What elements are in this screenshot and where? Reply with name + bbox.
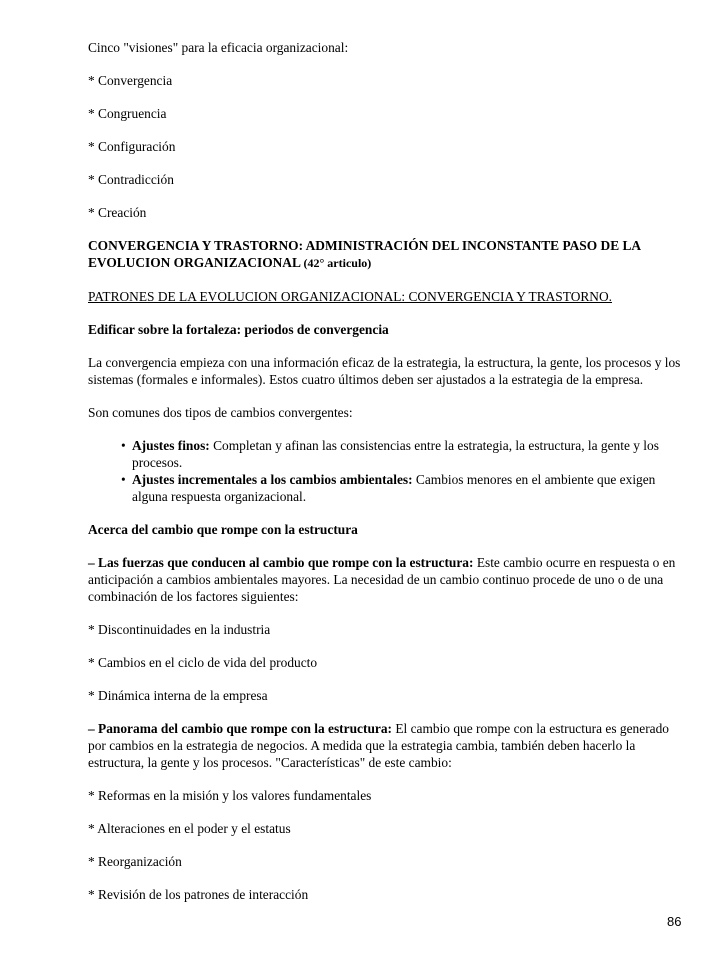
bullet-icon: • <box>121 472 126 487</box>
page-content <box>88 39 688 903</box>
vision-item: * Contradicción <box>88 172 174 187</box>
forces-paragraph <box>88 554 688 605</box>
forces-text: Este cambio ocurre en respuesta o en anticipación a cambios ambientales mayores. La necesidad de un cambio continuo procede de uno o de una combinación de los factores siguientes: <box>88 555 676 604</box>
vision-item: * Configuración <box>88 139 176 154</box>
section-title: Acerca del cambio que rompe con la estructura <box>88 522 358 537</box>
bullet-icon: • <box>121 438 126 453</box>
main-heading <box>88 237 688 272</box>
intro-text: Cinco "visiones" para la eficacia organizacional: <box>88 40 349 55</box>
list-item <box>121 437 688 471</box>
vision-item: * Congruencia <box>88 106 167 121</box>
main-heading-note: (42° articulo) <box>303 256 372 270</box>
types-intro: Son comunes dos tipos de cambios convergentes: <box>88 405 353 420</box>
forces-item: * Dinámica interna de la empresa <box>88 688 268 703</box>
panorama-item: * Reformas en la misión y los valores fundamentales <box>88 788 372 803</box>
panorama-item: * Alteraciones en el poder y el estatus <box>88 821 291 836</box>
bullet-title: Ajustes incrementales a los cambios ambientales: <box>132 472 413 487</box>
bullet-text: Cambios menores en el ambiente que exigen alguna respuesta organizacional. <box>132 472 656 504</box>
section-paragraph: La convergencia empieza con una información eficaz de la estrategia, la estructura, la gente, los procesos y los sistemas (formales e informales). Estos cuatro últimos deben ser ajustados a la estrategia de la empresa. <box>88 355 681 387</box>
panorama-title: – Panorama del cambio que rompe con la estructura: <box>88 721 392 736</box>
main-heading-text: CONVERGENCIA Y TRASTORNO: ADMINISTRACIÓN DEL INCONSTANTE PASO DE LA EVOLUCION ORGANIZACIONAL <box>88 238 641 270</box>
forces-title: – Las fuerzas que conducen al cambio que rompe con la estructura: <box>88 555 474 570</box>
vision-item: * Creación <box>88 205 147 220</box>
section-title: Edificar sobre la fortaleza: periodos de convergencia <box>88 322 389 337</box>
bullet-list <box>121 437 688 505</box>
subheading: PATRONES DE LA EVOLUCION ORGANIZACIONAL: CONVERGENCIA Y TRASTORNO. <box>88 289 612 304</box>
panorama-item: * Revisión de los patrones de interacción <box>88 887 309 902</box>
panorama-item: * Reorganización <box>88 854 182 869</box>
bullet-title: Ajustes finos: <box>132 438 210 453</box>
vision-item: * Convergencia <box>88 73 173 88</box>
bullet-text: Completan y afinan las consistencias entre la estrategia, la estructura, la gente y los procesos. <box>132 438 659 470</box>
page-number: 86 <box>667 914 682 929</box>
forces-item: * Discontinuidades en la industria <box>88 622 271 637</box>
panorama-paragraph <box>88 720 688 771</box>
list-item <box>121 471 688 505</box>
panorama-text: El cambio que rompe con la estructura es generado por cambios en la estrategia de negocios. A medida que la estrategia cambia, también deben hacerlo la estructura, la gente y los procesos. "Características" de este cambio: <box>88 721 669 770</box>
forces-item: * Cambios en el ciclo de vida del producto <box>88 655 318 670</box>
